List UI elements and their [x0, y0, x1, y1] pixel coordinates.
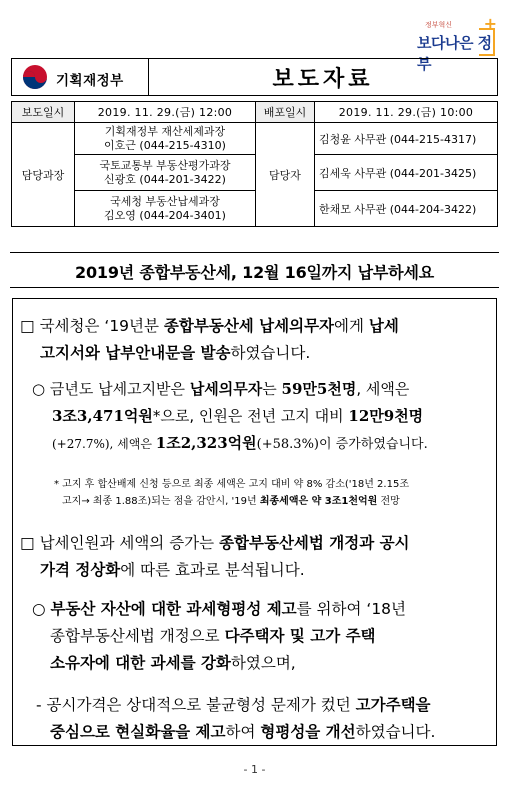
release-label: 보도일시 — [12, 102, 75, 123]
doc-type-title: 보도자료 — [149, 59, 498, 96]
text-run: 59만5천명 — [281, 380, 357, 398]
text-run: 12만9천명 — [348, 407, 424, 425]
text-run: 에게 — [334, 317, 369, 335]
text-run: 다주택자 및 고가 주택 — [224, 627, 376, 645]
text-run: 소유자에 대한 과세를 강화 — [50, 654, 231, 672]
text-run: 는 — [262, 380, 282, 398]
text-run: 1조2,323억원 — [155, 434, 257, 452]
text-run: 하였으며, — [230, 654, 296, 672]
person-label: 담당자 — [256, 123, 315, 227]
footnote — [54, 476, 494, 510]
dept-name: 국세청 부동산납세과장 — [110, 194, 220, 208]
text-run: *으로, 인원은 전년 고지 대비 — [152, 407, 349, 425]
person-entry: 김세욱 사무관 (044-201-3425) — [315, 155, 498, 191]
text-run: (+27.7%), 세액은 — [52, 437, 156, 451]
dept-label: 담당과장 — [12, 123, 75, 227]
dept-entry — [75, 123, 256, 155]
press-header — [11, 58, 498, 96]
text-run: (+58.3%)이 증가하였습니다. — [256, 437, 428, 452]
taegeuk-emblem-icon — [22, 64, 48, 90]
text-run: 중심으로 현실화율을 제고 — [50, 723, 226, 741]
text-run: 부동산 자산에 대한 과세형평성 제고 — [50, 600, 297, 618]
text-run: 종합부동산세법 개정으로 — [50, 627, 225, 645]
headline-top-rule — [10, 252, 499, 253]
dept-contact: 신광호 (044-201-3422) — [104, 172, 226, 186]
text-run: 형평성을 개선 — [260, 723, 356, 741]
text-run: 종합부동산세법 개정과 공시 — [219, 534, 410, 552]
person-entry: 한채모 사무관 (044-204-3422) — [315, 191, 498, 227]
text-run: □ 납세인원과 세액의 증가는 — [20, 534, 220, 552]
text-run: 를 위하여 ‘18년 — [296, 600, 407, 618]
text-run: 전망 — [377, 496, 400, 507]
dept-entry — [75, 191, 256, 227]
dept-name: 기획재정부 재산세제과장 — [104, 124, 226, 138]
slogan-small: 정부혁신 — [425, 21, 453, 29]
headline: 2019년 종합부동산세, 12월 16일까지 납부하세요 — [75, 263, 434, 282]
dept-entry — [75, 155, 256, 191]
text-run: 하였습니다. — [355, 723, 436, 741]
government-innovation-logo — [417, 14, 497, 73]
text-run: - 공시가격은 상대적으로 불균형성 문제가 컸던 — [36, 696, 356, 714]
plus-mark: + — [483, 14, 497, 33]
text-run: 납세 — [368, 317, 399, 335]
text-run: 가격 정상화 — [40, 561, 121, 579]
note-line: * 고지 후 합산배제 신청 등으로 최종 세액은 고지 대비 약 8% 감소('18년 2.15조 — [54, 479, 409, 490]
press-info-table — [11, 101, 498, 227]
text-run: □ 국세청은 ‘19년분 — [20, 317, 164, 335]
paragraph-4 — [32, 596, 494, 677]
headline-bottom-rule — [10, 287, 499, 288]
person-entry: 김청윤 사무관 (044-215-4317) — [315, 123, 498, 155]
text-run: 고지서와 납부안내문을 발송 — [40, 344, 231, 362]
ministry-logo-cell — [12, 59, 149, 96]
text-run: 최종세액은 약 3조1천억원 — [259, 496, 378, 507]
slogan-main: 보다나은 정부 — [417, 34, 492, 73]
paragraph-2 — [32, 376, 494, 458]
distribution-label: 배포일시 — [256, 102, 315, 123]
release-value: 2019. 11. 29.(금) 12:00 — [75, 102, 256, 123]
text-run: 고지→ 최종 1.88조)되는 점을 감안시, '19년 — [62, 496, 260, 507]
text-run: 하여 — [225, 723, 261, 741]
paragraph-5 — [36, 692, 496, 746]
text-run: 하였습니다. — [230, 344, 311, 362]
text-run: 고가주택을 — [355, 696, 431, 714]
text-run: , 세액은 — [356, 380, 410, 398]
text-run: 3조3,471억원 — [52, 407, 153, 425]
distribution-value: 2019. 11. 29.(금) 10:00 — [315, 102, 498, 123]
text-run: 에 따른 효과로 분석됩니다. — [120, 561, 305, 579]
text-run: 납세의무자 — [189, 380, 263, 398]
dept-contact: 김오영 (044-204-3401) — [104, 208, 226, 222]
paragraph-3 — [20, 530, 490, 584]
page-number: - 1 - — [243, 763, 266, 776]
text-run: ○ 금년도 납세고지받은 — [32, 380, 190, 398]
text-run: 종합부동산세 납세의무자 — [163, 317, 335, 335]
ministry-name: 기획재정부 — [56, 73, 124, 89]
dept-contact: 이호근 (044-215-4310) — [104, 138, 226, 152]
text-run: ○ — [32, 600, 51, 618]
dept-name: 국토교통부 부동산평가과장 — [99, 158, 231, 172]
paragraph-1 — [20, 313, 490, 367]
